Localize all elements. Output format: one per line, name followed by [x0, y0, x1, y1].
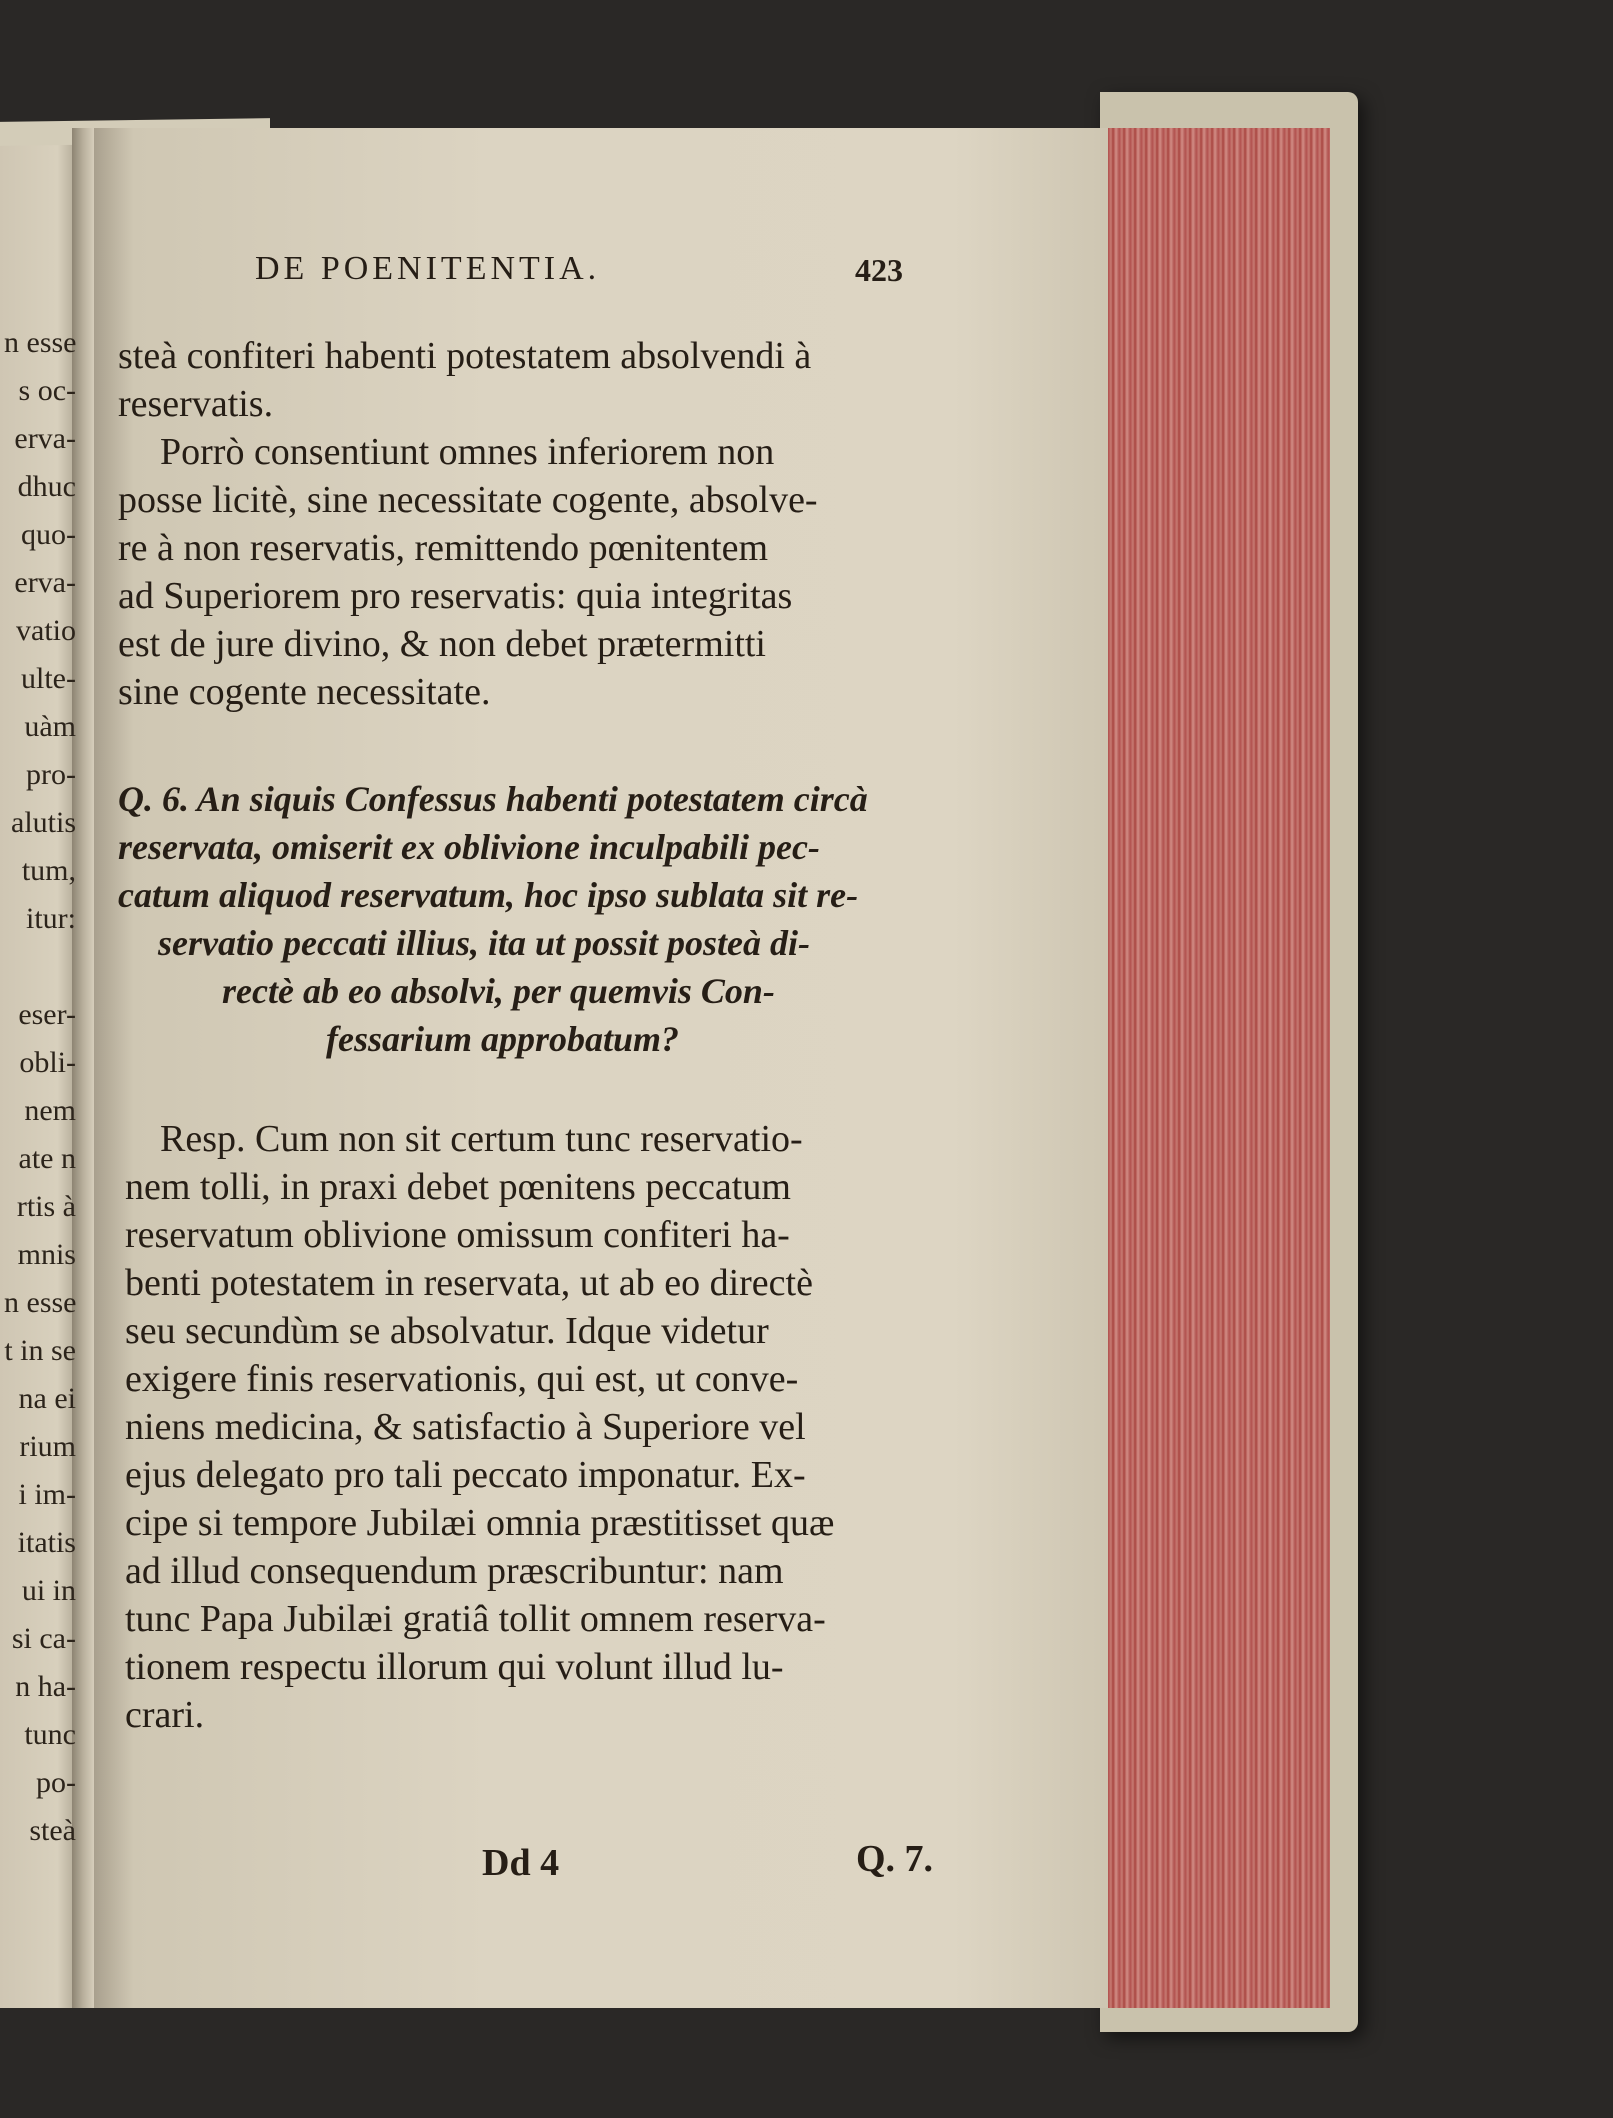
margin-fragment: n esse [4, 1286, 77, 1319]
margin-fragment: itatis [17, 1526, 76, 1559]
margin-fragment: dhuc [17, 470, 76, 503]
margin-fragment: tum, [21, 854, 76, 887]
margin-fragment: rtis à [16, 1190, 76, 1223]
margin-fragment: pro- [26, 758, 76, 791]
page-number: 423 [855, 252, 903, 288]
question-line: fessarium approbatum? [326, 1019, 680, 1059]
margin-fragment: na ei [18, 1382, 76, 1415]
text-line: seu secundùm se absolvatur. Idque videtur [125, 1310, 769, 1352]
text-line: reservatis. [118, 383, 274, 425]
margin-fragment: rium [19, 1430, 76, 1463]
text-line: exigere finis reservationis, qui est, ut conve- [125, 1358, 799, 1400]
text-line: crari. [125, 1694, 205, 1736]
margin-fragment: vatio [16, 614, 76, 647]
margin-fragment: i im- [18, 1478, 76, 1511]
running-title: DE POENITENTIA. [255, 250, 601, 287]
margin-fragment: obli- [19, 1046, 76, 1079]
catchword: Q. 7. [856, 1838, 934, 1880]
text-line: cipe si tempore Jubilæi omnia præstitisset quæ [125, 1502, 835, 1544]
margin-fragment: eser- [18, 998, 76, 1031]
question-line: reservata, omiserit ex oblivione inculpabili pec- [118, 827, 820, 867]
margin-fragment: alutis [11, 806, 76, 839]
margin-fragment: uàm [24, 710, 76, 743]
text-line: ejus delegato pro tali peccato imponatur. Ex- [125, 1454, 806, 1496]
margin-fragment: ui in [21, 1574, 76, 1607]
text-line: est de jure divino, & non debet prætermitti [118, 623, 766, 665]
margin-fragment: erva- [14, 422, 76, 455]
signature-mark: Dd 4 [482, 1842, 560, 1884]
text-line: benti potestatem in reservata, ut ab eo directè [125, 1262, 813, 1304]
text-line: ad illud consequendum præscribuntur: nam [125, 1550, 784, 1592]
text-line: steà confiteri habenti potestatem absolvendi à [118, 335, 812, 377]
text-line: re à non reservatis, remittendo pœnitentem [118, 527, 769, 569]
question-line: catum aliquod reservatum, hoc ipso sublata sit re- [118, 875, 859, 915]
text-line: Porrò consentiunt omnes inferiorem non [160, 431, 775, 473]
margin-fragment: si ca- [11, 1622, 76, 1655]
text-line: nem tolli, in praxi debet pœnitens peccatum [125, 1166, 791, 1208]
margin-fragment: itur: [26, 902, 76, 935]
margin-fragment: steà [29, 1814, 76, 1847]
red-page-edges [1108, 128, 1330, 2008]
margin-fragment: n esse [4, 326, 77, 359]
question-line: rectè ab eo absolvi, per quemvis Con- [222, 971, 775, 1011]
margin-fragment: po- [36, 1766, 76, 1799]
margin-fragment: ate n [18, 1142, 76, 1175]
text-line: Resp. Cum non sit certum tunc reservatio- [160, 1118, 803, 1160]
margin-fragment: erva- [14, 566, 76, 599]
margin-fragment: nem [24, 1094, 76, 1127]
text-line: ad Superiorem pro reservatis: quia integritas [118, 575, 793, 617]
text-line: niens medicina, & satisfactio à Superiore vel [125, 1406, 806, 1448]
margin-fragment: quo- [21, 518, 76, 551]
margin-fragment: mnis [17, 1238, 76, 1271]
margin-fragment: t in se [4, 1334, 76, 1367]
margin-fragment: ulte- [21, 662, 76, 695]
text-line: tionem respectu illorum qui volunt illud lu- [125, 1646, 784, 1688]
question-line: servatio peccati illius, ita ut possit posteà di- [158, 923, 810, 963]
margin-fragment: tunc [24, 1718, 76, 1751]
text-line: posse licitè, sine necessitate cogente, absolve- [118, 479, 818, 521]
text-line: sine cogente necessitate. [118, 671, 491, 713]
question-line: Q. 6. An siquis Confessus habenti potestatem circà [118, 779, 868, 819]
text-line: tunc Papa Jubilæi gratiâ tollit omnem reserva- [125, 1598, 826, 1640]
margin-fragment: s oc- [18, 374, 76, 407]
text-line: reservatum oblivione omissum confiteri ha- [125, 1214, 790, 1256]
margin-fragment: n ha- [15, 1670, 76, 1703]
